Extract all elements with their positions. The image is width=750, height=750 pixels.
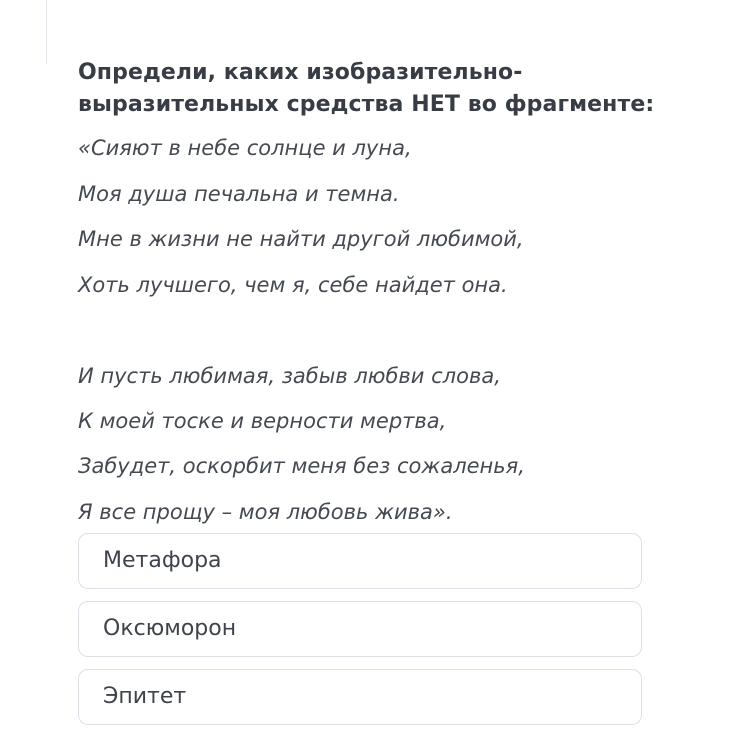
- poem-line: «Сияют в небе солнце и луна,: [78, 136, 412, 160]
- poem-line: Мне в жизни не найти другой любимой,: [78, 227, 524, 251]
- cropped-text-fragment: [84, 0, 104, 4]
- question-line-2: выразительных средства НЕТ во фрагменте:: [78, 92, 655, 117]
- answer-option-oxymoron[interactable]: [78, 601, 642, 657]
- poem-line: К моей тоске и верности мертва,: [78, 409, 447, 433]
- left-divider: [46, 0, 47, 64]
- answer-option-metaphor[interactable]: [78, 533, 642, 589]
- answer-option-label: Оксюморон: [103, 616, 237, 641]
- answer-option-label: Метафора: [103, 548, 222, 573]
- poem-line: Моя душа печальна и темна.: [78, 182, 400, 206]
- question-line-1: Определи, каких изобразительно-: [78, 60, 523, 85]
- poem-line: Я все прощу – моя любовь жива».: [78, 500, 453, 524]
- poem-line: Хоть лучшего, чем я, себе найдет она.: [78, 273, 508, 297]
- poem-line: Забудет, оскорбит меня без сожаленья,: [78, 454, 525, 478]
- poem-line: И пусть любимая, забыв любви слова,: [78, 364, 501, 388]
- answer-option-epithet[interactable]: [78, 669, 642, 725]
- question-text: [78, 57, 698, 121]
- answer-option-label: Эпитет: [103, 684, 187, 709]
